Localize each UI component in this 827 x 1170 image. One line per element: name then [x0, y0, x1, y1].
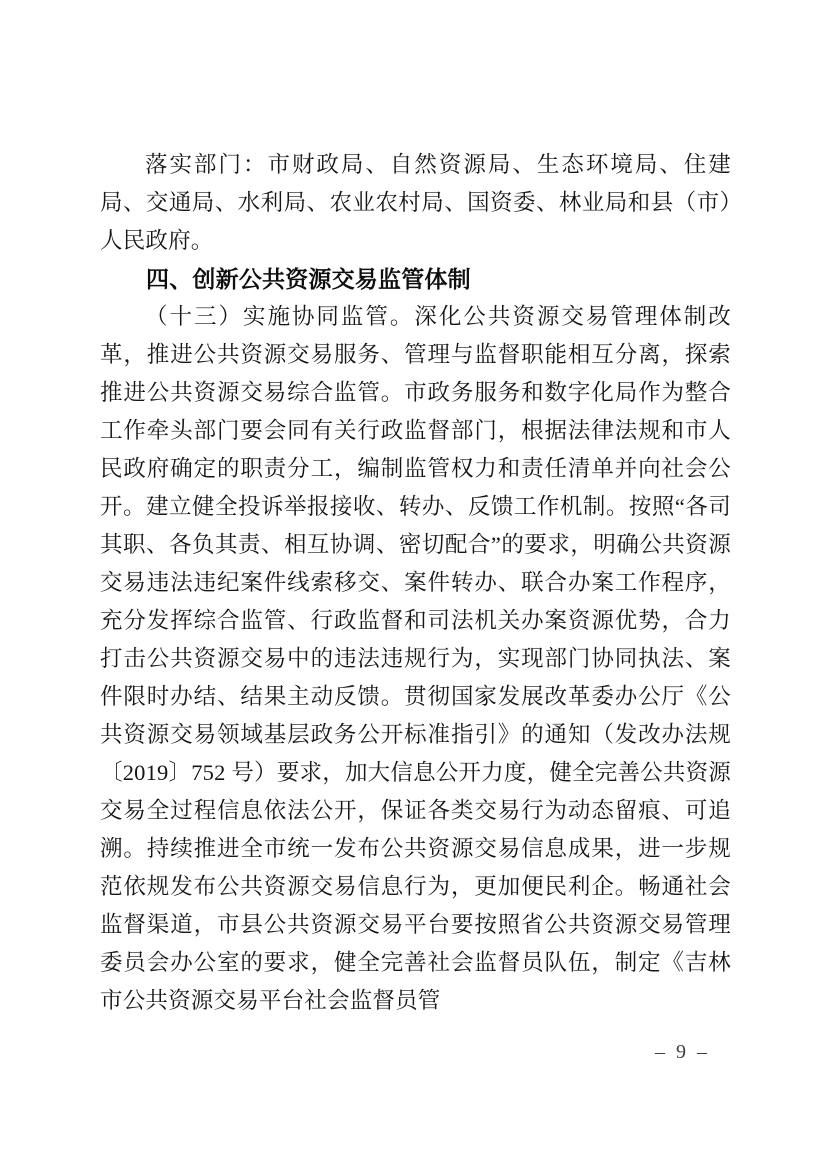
- section-heading-four: 四、创新公共资源交易监管体制: [146, 266, 471, 292]
- paragraph-implementing-departments: 落实部门：市财政局、自然资源局、生态环境局、住建局、交通局、水利局、农业农村局、国资委、林业局和县（市）人民政府。: [100, 152, 731, 253]
- page-number: – 9 –: [655, 1041, 710, 1063]
- document-body: [100, 146, 731, 1020]
- paragraph-item-thirteen: （十三）实施协同监管。深化公共资源交易管理体制改革，推进公共资源交易服务、管理与监督职能相互分离，探索推进公共资源交易综合监管。市政务服务和数字化局作为整合工作牵头部门要会同有关行政监督部门，根据法律法规和市人民政府确定的职责分工，编制监管权力和责任清单并向社会公开。建立健全投诉举报接收、转办、反馈工作机制。按照“各司其职、各负其责、相互协调、密切配合”的要求，明确公共资源交易违法违纪案件线索移交、案件转办、联合办案工作程序，充分发挥综合监管、行政监督和司法机关办案资源优势，合力打击公共资源交易中的违法违规行为，实现部门协同执法、案件限时办结、结果主动反馈。贯彻国家发展改革委办公厅《公共资源交易领域基层政务公开标准指引》的通知（发改办法规〔2019〕752 号）要求，加大信息公开力度，健全完善公共资源交易全过程信息依法公开，保证各类交易行为动态留痕、可追溯。持续推进全市统一发布公共资源交易信息成果，进一步规范依规发布公共资源交易信息行为，更加便民利企。畅通社会监督渠道，市县公共资源交易平台要按照省公共资源交易管理委员会办公室的要求，健全完善社会监督员队伍，制定《吉林市公共资源交易平台社会监督员管: [100, 304, 731, 1013]
